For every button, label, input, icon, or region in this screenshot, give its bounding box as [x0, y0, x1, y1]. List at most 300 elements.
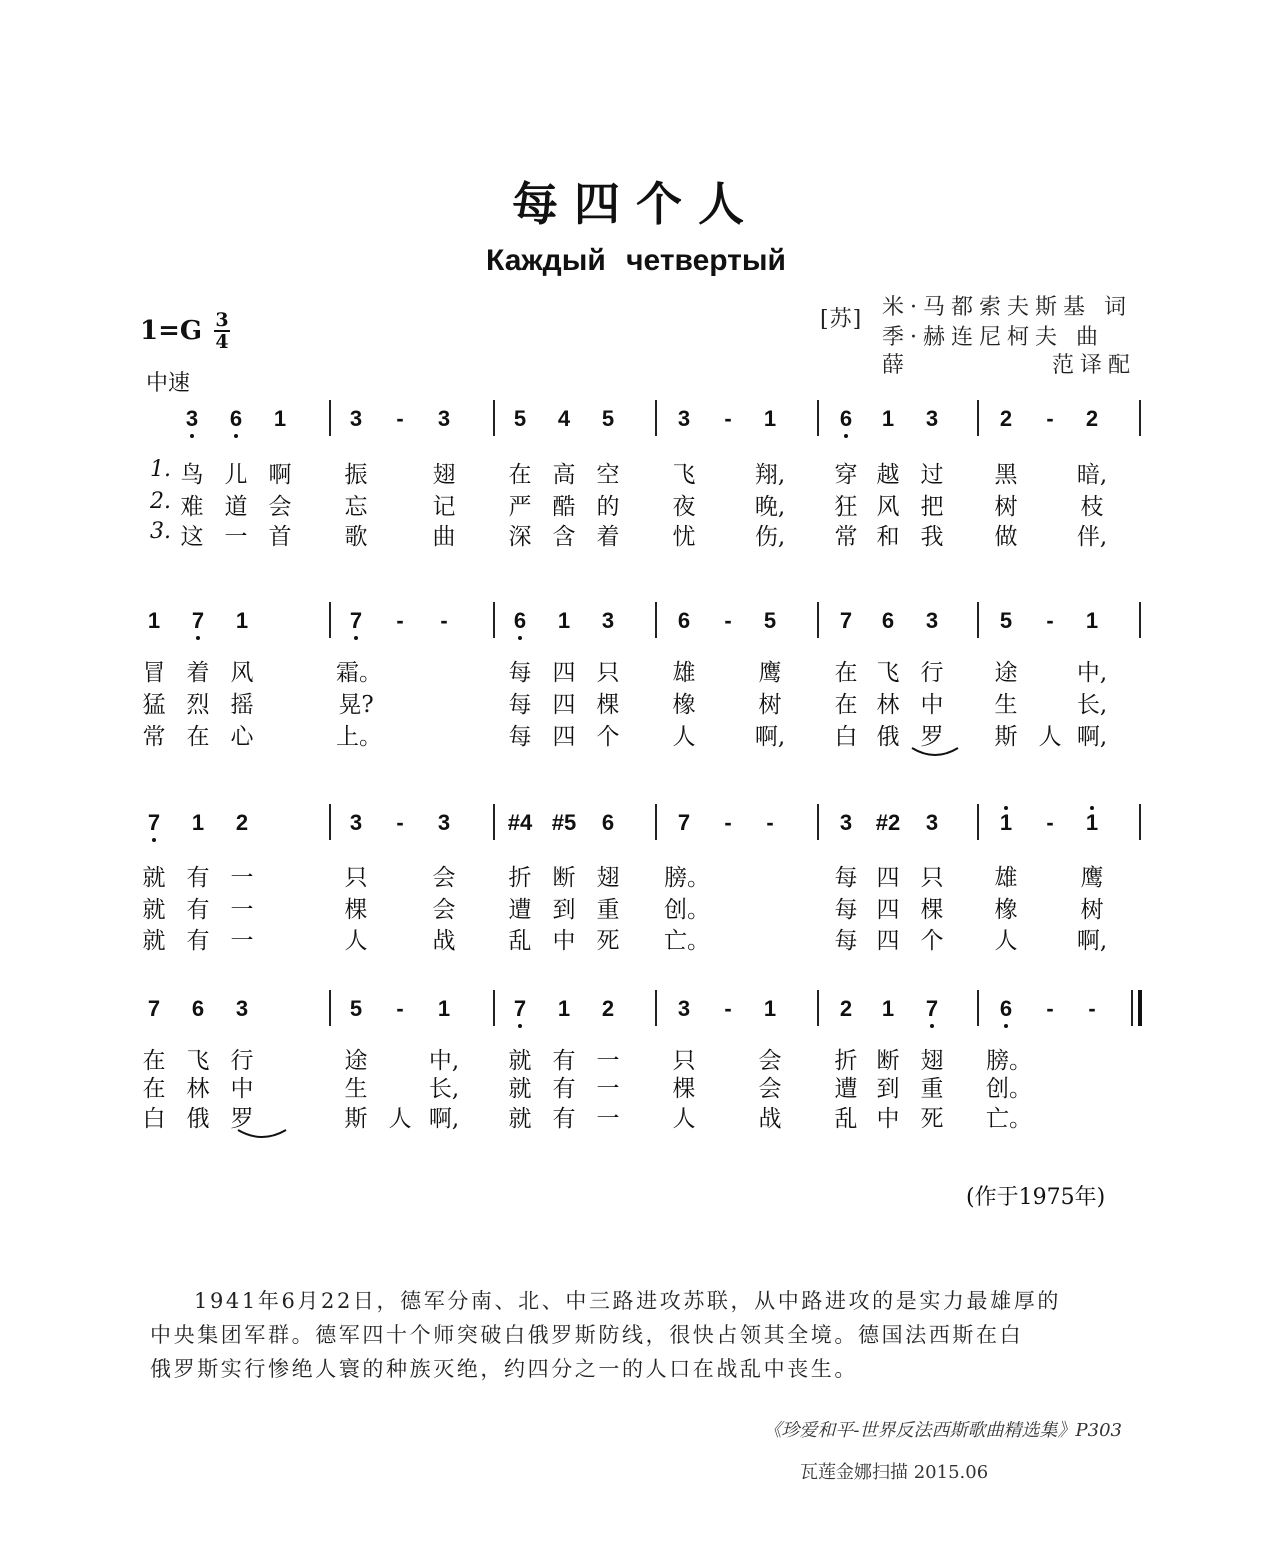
note: 2 [999, 406, 1013, 431]
tempo-marking: 中速 [146, 371, 191, 396]
lyric-syllable: 白 [142, 1106, 166, 1132]
note: 7 [677, 810, 691, 835]
lyric-syllable: 一 [596, 1076, 620, 1102]
note: 1 [881, 996, 895, 1021]
lyric-syllable: 儿 [224, 462, 248, 488]
lyric-syllable: 摇 [230, 692, 254, 718]
lyric-syllable: 含 [552, 524, 576, 550]
note: 1 [557, 996, 571, 1021]
lyric-syllable: 俄 [186, 1106, 210, 1132]
lyric-syllable: 人 [344, 928, 368, 954]
lyric-syllable: 人 [672, 724, 696, 750]
lyric-syllable: 俄 [876, 724, 900, 750]
historical-note [150, 1284, 1142, 1386]
note: 1 [763, 406, 777, 431]
lyric-syllable: 过 [920, 462, 944, 488]
note: 6 [191, 996, 205, 1021]
lyric-syllable: 斯 [994, 724, 1018, 750]
note: 3 [839, 810, 853, 835]
barline [817, 804, 819, 840]
lyric-syllable: 棵 [596, 692, 620, 718]
note: 2 [1085, 406, 1099, 431]
note: 3 [235, 996, 249, 1021]
lyric-syllable: 四 [876, 865, 900, 891]
lyric-syllable: 把 [920, 494, 944, 520]
barline [655, 602, 657, 638]
lyricist-credit: 米·马都索夫斯基 词 [882, 295, 1132, 320]
lyric-syllable: 常 [834, 524, 858, 550]
lyric-syllable: 啊, [428, 1106, 460, 1132]
lyric-syllable: 在 [186, 724, 210, 750]
note: - [1046, 608, 1054, 633]
note: 3 [185, 406, 199, 431]
lyric-syllable: 在 [142, 1076, 166, 1102]
barline [1139, 804, 1141, 840]
lyric-syllable: 途 [344, 1048, 368, 1074]
barline [493, 990, 495, 1026]
lyric-syllable: 棵 [920, 897, 944, 923]
lyric-syllable: 棵 [672, 1076, 696, 1102]
lyric-syllable: 林 [186, 1076, 210, 1102]
lyric-syllable: 就 [142, 928, 166, 954]
note-dot-below [196, 636, 200, 640]
barline [977, 804, 979, 840]
lyric-syllable: 会 [758, 1048, 782, 1074]
time-signature-denominator: 4 [215, 331, 229, 353]
final-barline-thin [1131, 990, 1133, 1026]
lyric-syllable: 罗 [230, 1106, 254, 1132]
lyric-syllable: 一 [596, 1048, 620, 1074]
note: - [724, 810, 732, 835]
lyric-syllable: 有 [186, 897, 210, 923]
lyric-syllable: 橡 [994, 897, 1018, 923]
lyric-syllable: 四 [876, 928, 900, 954]
note: 6 [881, 608, 895, 633]
lyric-syllable: 有 [552, 1076, 576, 1102]
lyric-syllable: 罗 [920, 724, 944, 750]
lyric-syllable: 林 [876, 692, 900, 718]
lyric-syllable: 暗, [1076, 462, 1108, 488]
lyric-syllable: 高 [552, 462, 576, 488]
lyric-syllable: 每 [508, 692, 532, 718]
lyric-syllable: 在 [834, 660, 858, 686]
lyric-syllable: 曲 [432, 524, 456, 550]
lyric-syllable: 夜 [672, 494, 696, 520]
note: 2 [601, 996, 615, 1021]
lyric-syllable: 斯 [344, 1106, 368, 1132]
lyric-syllable: 人 [1038, 724, 1062, 750]
lyric-syllable: 四 [552, 660, 576, 686]
lyric-syllable: 乱 [508, 928, 532, 954]
lyric-syllable: 酷 [552, 494, 576, 520]
lyric-syllable: 忘 [344, 494, 368, 520]
note: 3 [925, 810, 939, 835]
lyric-syllable: 着 [596, 524, 620, 550]
lyric-syllable: 和 [876, 524, 900, 550]
lyric-syllable: 在 [834, 692, 858, 718]
barline [977, 602, 979, 638]
historical-note-line: 1941年6月22日，德军分南、北、中三路进攻苏联，从中路进攻的是实力最雄厚的 [194, 1289, 1061, 1313]
lyric-syllable: 中, [428, 1048, 460, 1074]
lyric-syllable: 每 [508, 724, 532, 750]
composer-credit: 季·赫连尼柯夫 曲 [882, 325, 1104, 350]
scan-credit: 瓦莲金娜扫描 2015.06 [800, 1462, 989, 1483]
barline [493, 602, 495, 638]
lyric-syllable: 只 [920, 865, 944, 891]
note: 6 [601, 810, 615, 835]
barline [655, 990, 657, 1026]
lyric-syllable: 遭 [508, 897, 532, 923]
lyric-syllable: 一 [224, 524, 248, 550]
note: - [766, 810, 774, 835]
lyric-syllable: 伴, [1076, 524, 1108, 550]
note: 1 [235, 608, 249, 633]
barline [817, 400, 819, 436]
lyric-syllable: 鹰 [1080, 865, 1104, 891]
lyric-syllable: 一 [230, 928, 254, 954]
lyric-syllable: 白 [834, 724, 858, 750]
lyric-syllable: 到 [876, 1076, 900, 1102]
lyric-syllable: 遭 [834, 1076, 858, 1102]
lyric-syllable: 记 [432, 494, 456, 520]
lyric-syllable: 就 [508, 1076, 532, 1102]
note: 3 [349, 810, 363, 835]
note-dot-below [518, 1024, 522, 1028]
lyric-syllable: 就 [142, 897, 166, 923]
note: 5 [513, 406, 527, 431]
note-dot-below [152, 838, 156, 842]
lyric-syllable: 翅 [920, 1048, 944, 1074]
note: #5 [551, 810, 577, 835]
lyric-syllable: 就 [508, 1048, 532, 1074]
lyric-syllable: 到 [552, 897, 576, 923]
translator-credit: 范译配 [1052, 353, 1137, 378]
lyric-syllable: 橡 [672, 692, 696, 718]
note: #2 [875, 810, 901, 835]
barline [493, 804, 495, 840]
note: - [724, 608, 732, 633]
lyric-syllable: 首 [268, 524, 292, 550]
note: - [1046, 406, 1054, 431]
lyric-syllable: 做 [994, 524, 1018, 550]
note-dot-above [1090, 806, 1094, 810]
lyric-syllable: 棵 [344, 897, 368, 923]
lyric-syllable: 会 [432, 865, 456, 891]
lyric-syllable: 啊, [1076, 928, 1108, 954]
lyric-syllable: 的 [596, 494, 620, 520]
note: 1 [273, 406, 287, 431]
lyric-syllable: 每 [834, 928, 858, 954]
note: - [724, 406, 732, 431]
lyric-syllable: 啊, [1076, 724, 1108, 750]
note: 1 [147, 608, 161, 633]
lyric-syllable: 生 [994, 692, 1018, 718]
lyric-syllable: 死 [596, 928, 620, 954]
time-signature [214, 310, 230, 352]
lyric-syllable: 飞 [876, 660, 900, 686]
lyric-syllable: 膀。 [986, 1048, 1032, 1074]
note: 7 [839, 608, 853, 633]
note: 5 [349, 996, 363, 1021]
note: 7 [147, 810, 161, 835]
lyric-syllable: 乱 [834, 1106, 858, 1132]
slur-tie [910, 746, 960, 762]
barline [493, 400, 495, 436]
barline [1139, 602, 1141, 638]
lyric-syllable: 难 [180, 494, 204, 520]
lyric-syllable: 翅 [432, 462, 456, 488]
lyric-syllable: 长, [428, 1076, 460, 1102]
note: - [396, 406, 404, 431]
note: 5 [601, 406, 615, 431]
lyric-syllable: 一 [230, 865, 254, 891]
composition-year-note: (作于1975年) [966, 1185, 1106, 1210]
lyric-syllable: 心 [230, 724, 254, 750]
lyric-syllable: 个 [920, 928, 944, 954]
lyric-syllable: 只 [672, 1048, 696, 1074]
lyric-syllable: 个 [596, 724, 620, 750]
lyric-syllable: 树 [1080, 897, 1104, 923]
lyric-syllable: 折 [834, 1048, 858, 1074]
lyric-syllable: 风 [230, 660, 254, 686]
note: 6 [513, 608, 527, 633]
lyric-syllable: 忧 [672, 524, 696, 550]
lyric-syllable: 途 [994, 660, 1018, 686]
note: 1 [1085, 810, 1099, 835]
lyric-syllable: 中, [1076, 660, 1108, 686]
lyric-syllable: 每 [834, 897, 858, 923]
note: 3 [437, 810, 451, 835]
lyric-syllable: 翅 [596, 865, 620, 891]
note: 1 [999, 810, 1013, 835]
lyric-syllable: 亡。 [664, 928, 710, 954]
note: 3 [925, 608, 939, 633]
lyric-syllable: 枝 [1080, 494, 1104, 520]
note: 5 [763, 608, 777, 633]
lyric-syllable: 烈 [186, 692, 210, 718]
note: - [396, 810, 404, 835]
lyric-syllable: 一 [230, 897, 254, 923]
note: #4 [507, 810, 533, 835]
lyric-syllable: 只 [596, 660, 620, 686]
note: - [1046, 810, 1054, 835]
lyric-syllable: 中 [920, 692, 944, 718]
lyric-syllable: 人 [672, 1106, 696, 1132]
barline [977, 400, 979, 436]
lyric-syllable: 中 [552, 928, 576, 954]
lyric-syllable: 鹰 [758, 660, 782, 686]
note: 7 [147, 996, 161, 1021]
lyric-syllable: 行 [920, 660, 944, 686]
lyric-syllable: 在 [142, 1048, 166, 1074]
note: 2 [235, 810, 249, 835]
lyric-syllable: 树 [758, 692, 782, 718]
note: 7 [513, 996, 527, 1021]
note: 6 [839, 406, 853, 431]
lyric-syllable: 只 [344, 865, 368, 891]
lyric-syllable: 飞 [672, 462, 696, 488]
lyric-syllable: 会 [758, 1076, 782, 1102]
lyric-syllable: 猛 [142, 692, 166, 718]
note: 3 [437, 406, 451, 431]
lyric-syllable: 着 [186, 660, 210, 686]
key-signature: 1=G [140, 316, 203, 346]
final-barline [1138, 990, 1142, 1026]
lyric-syllable: 重 [920, 1076, 944, 1102]
lyric-syllable: 晚, [754, 494, 786, 520]
lyric-syllable: 振 [344, 462, 368, 488]
historical-note-line: 俄罗斯实行惨绝人寰的种族灭绝，约四分之一的人口在战乱中丧生。 [150, 1357, 858, 1381]
note: 6 [999, 996, 1013, 1021]
lyric-syllable: 断 [552, 865, 576, 891]
lyric-syllable: 空 [596, 462, 620, 488]
lyric-syllable: 生 [344, 1076, 368, 1102]
note-dot-below [930, 1024, 934, 1028]
barline [655, 400, 657, 436]
note: 6 [229, 406, 243, 431]
lyric-syllable: 伤, [754, 524, 786, 550]
lyric-syllable: 有 [552, 1048, 576, 1074]
barline [329, 990, 331, 1026]
lyric-syllable: 风 [876, 494, 900, 520]
origin-country: [苏] [820, 307, 863, 332]
lyric-syllable: 一 [596, 1106, 620, 1132]
lyric-syllable: 四 [552, 692, 576, 718]
lyric-syllable: 四 [552, 724, 576, 750]
note: 1 [1085, 608, 1099, 633]
note-dot-below [518, 636, 522, 640]
lyric-syllable: 就 [142, 865, 166, 891]
note-dot-below [354, 636, 358, 640]
barline [329, 602, 331, 638]
note: 1 [881, 406, 895, 431]
song-title: 每四个人 [512, 177, 760, 231]
lyric-syllable: 四 [876, 897, 900, 923]
note: 1 [557, 608, 571, 633]
note-dot-below [190, 434, 194, 438]
lyric-syllable: 穿 [834, 462, 858, 488]
lyric-syllable: 创。 [664, 897, 710, 923]
barline [817, 990, 819, 1026]
lyric-syllable: 在 [508, 462, 532, 488]
note: - [1088, 996, 1096, 1021]
lyric-syllable: 断 [876, 1048, 900, 1074]
note: 4 [557, 406, 571, 431]
note: 3 [601, 608, 615, 633]
lyric-syllable: 冒 [142, 660, 166, 686]
note-dot-below [234, 434, 238, 438]
lyric-syllable: 黑 [994, 462, 1018, 488]
note: 5 [999, 608, 1013, 633]
lyric-syllable: 有 [186, 865, 210, 891]
lyric-syllable: 会 [432, 897, 456, 923]
lyric-syllable: 战 [758, 1106, 782, 1132]
note: - [440, 608, 448, 633]
time-signature-numerator: 3 [215, 309, 229, 331]
verse-number: 3. [150, 519, 171, 544]
lyric-syllable: 严 [508, 494, 532, 520]
note-dot-above [1004, 806, 1008, 810]
lyric-syllable: 重 [596, 897, 620, 923]
lyric-syllable: 鸟 [180, 462, 204, 488]
slur-curve [238, 1130, 286, 1137]
note: 3 [925, 406, 939, 431]
note: - [1046, 996, 1054, 1021]
barline [977, 990, 979, 1026]
lyric-syllable: 常 [142, 724, 166, 750]
lyric-syllable: 中 [230, 1076, 254, 1102]
lyric-syllable: 人 [388, 1106, 412, 1132]
note-dot-below [1004, 1024, 1008, 1028]
lyric-syllable: 会 [268, 494, 292, 520]
lyric-syllable: 亡。 [986, 1106, 1032, 1132]
note: - [724, 996, 732, 1021]
note: 7 [925, 996, 939, 1021]
note: - [396, 996, 404, 1021]
lyric-syllable: 翔, [754, 462, 786, 488]
lyric-syllable: 我 [920, 524, 944, 550]
note: 1 [763, 996, 777, 1021]
lyric-syllable: 越 [876, 462, 900, 488]
lyric-syllable: 就 [508, 1106, 532, 1132]
note-dot-below [844, 434, 848, 438]
barline [817, 602, 819, 638]
note: 7 [349, 608, 363, 633]
note: 3 [677, 406, 691, 431]
slur-curve [912, 748, 958, 755]
lyric-syllable: 长, [1076, 692, 1108, 718]
lyric-syllable: 深 [508, 524, 532, 550]
verse-number: 2. [150, 489, 171, 514]
lyric-syllable: 树 [994, 494, 1018, 520]
lyric-syllable: 啊 [268, 462, 292, 488]
barline [329, 400, 331, 436]
note: 2 [839, 996, 853, 1021]
note: 6 [677, 608, 691, 633]
lyric-syllable: 霜。 [336, 660, 382, 686]
lyric-syllable: 飞 [186, 1048, 210, 1074]
barline [655, 804, 657, 840]
verse-number: 1. [150, 457, 171, 482]
lyric-syllable: 战 [432, 928, 456, 954]
lyric-syllable: 道 [224, 494, 248, 520]
historical-note-line: 中央集团军群。德军四十个师突破白俄罗斯防线，很快占领其全境。德国法西斯在白 [150, 1323, 1024, 1347]
lyric-syllable: 膀。 [664, 865, 710, 891]
lyric-syllable: 这 [180, 524, 204, 550]
note: 1 [191, 810, 205, 835]
translator-name: 薛 [882, 353, 911, 378]
note: 1 [437, 996, 451, 1021]
lyric-syllable: 行 [230, 1048, 254, 1074]
lyric-syllable: 中 [876, 1106, 900, 1132]
lyric-syllable: 雄 [994, 865, 1018, 891]
lyric-syllable: 晃? [338, 692, 374, 718]
lyric-syllable: 折 [508, 865, 532, 891]
lyric-syllable: 雄 [672, 660, 696, 686]
lyric-syllable: 歌 [344, 524, 368, 550]
note: 3 [677, 996, 691, 1021]
note: - [396, 608, 404, 633]
slur-tie [236, 1128, 288, 1144]
lyric-syllable: 有 [186, 928, 210, 954]
lyric-syllable: 创。 [986, 1076, 1032, 1102]
lyric-syllable: 每 [834, 865, 858, 891]
song-subtitle-russian: Каждый четвертый [486, 244, 786, 277]
lyric-syllable: 上。 [336, 724, 382, 750]
lyric-syllable: 死 [920, 1106, 944, 1132]
note: 3 [349, 406, 363, 431]
barline [329, 804, 331, 840]
